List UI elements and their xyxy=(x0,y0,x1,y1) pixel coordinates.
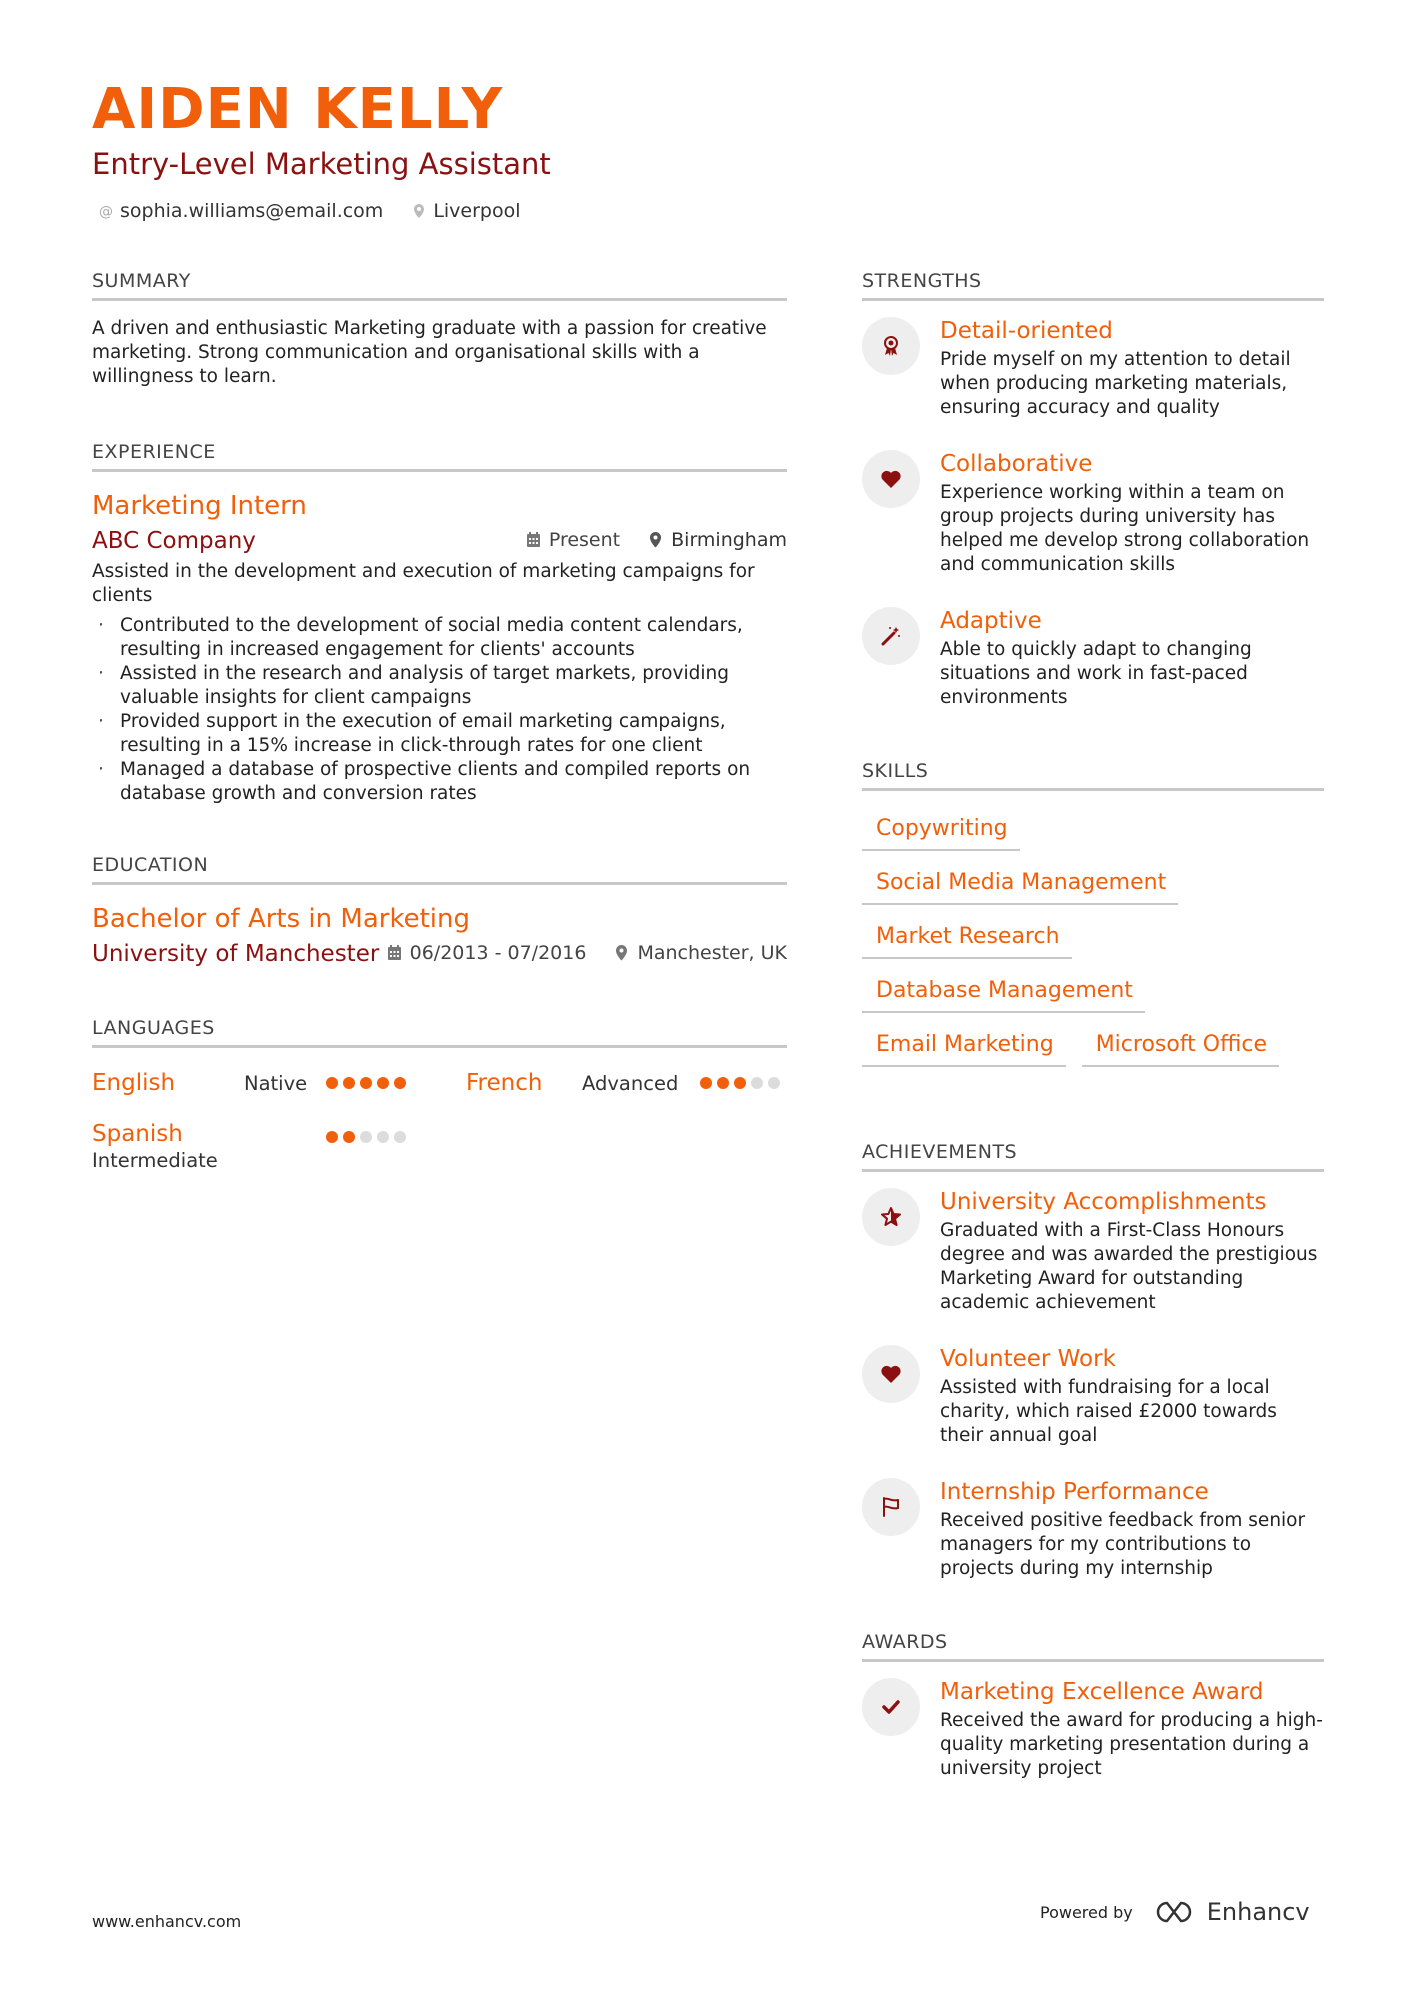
calendar-icon xyxy=(387,944,402,961)
experience-heading: EXPERIENCE xyxy=(92,441,787,472)
heart-icon xyxy=(862,1345,920,1403)
skill-tag: Database Management xyxy=(862,977,1145,1013)
languages-heading: LANGUAGES xyxy=(92,1017,787,1048)
summary-heading: SUMMARY xyxy=(92,270,787,301)
rating-dot-empty xyxy=(394,1131,406,1143)
education-section xyxy=(92,854,787,969)
awards-heading: AWARDS xyxy=(862,1631,1324,1662)
job-location xyxy=(648,529,787,551)
education-date xyxy=(387,942,587,964)
rating-dot-empty xyxy=(768,1077,780,1089)
item-content xyxy=(940,607,1324,710)
item-content xyxy=(940,1478,1324,1581)
skill-tag: Email Marketing xyxy=(862,1031,1066,1067)
rating-dot-filled xyxy=(734,1077,746,1089)
list-item xyxy=(862,1188,1324,1315)
candidate-role: Entry-Level Marketing Assistant xyxy=(92,147,551,181)
school-name: University of Manchester xyxy=(92,941,380,967)
job-meta-row xyxy=(92,526,787,556)
awards-section xyxy=(862,1631,1324,1781)
language-name: Spanish xyxy=(92,1121,183,1147)
item-content xyxy=(940,317,1324,420)
check-icon xyxy=(862,1678,920,1736)
language-rating xyxy=(700,1077,780,1089)
item-title: Adaptive xyxy=(940,608,1042,634)
skill-tag: Copywriting xyxy=(862,815,1020,851)
list-item xyxy=(862,1345,1324,1448)
job-description: Assisted in the development and execution of marketing campaigns for clients xyxy=(92,561,755,606)
star-icon xyxy=(862,1188,920,1246)
language-name: French xyxy=(466,1070,543,1096)
education-date-text: 06/2013 - 07/2016 xyxy=(409,941,587,964)
item-description: Pride myself on my attention to detail when producing marketing materials, ensuring accuracy and quality xyxy=(940,349,1291,418)
brand-logo[interactable] xyxy=(1151,1898,1310,1926)
language-item xyxy=(92,1120,787,1174)
item-content xyxy=(940,1188,1324,1315)
language-rating xyxy=(326,1077,466,1089)
item-description: Experience working within a team on group projects during university has helped me develop strong collaboration and communication skills xyxy=(940,482,1310,575)
list-item: · Assisted in the research and analysis of target markets, providing valuable insights for client campaigns xyxy=(92,662,787,710)
map-pin-icon xyxy=(648,531,663,548)
item-title: Detail-oriented xyxy=(940,318,1113,344)
language-name: English xyxy=(92,1070,176,1096)
strengths-section xyxy=(862,270,1324,710)
email-contact[interactable] xyxy=(98,200,383,222)
footer-website[interactable]: www.enhancv.com xyxy=(92,1912,242,1931)
list-item: · Provided support in the execution of email marketing campaigns, resulting in a 15% increase in click-through rates for one client xyxy=(92,710,787,758)
candidate-name: AIDEN KELLY xyxy=(92,77,504,142)
summary-section xyxy=(92,270,787,389)
job-date-text: Present xyxy=(548,528,621,551)
item-description: Received the award for producing a high-quality marketing presentation during a university project xyxy=(940,1710,1323,1779)
right-column xyxy=(862,270,1324,1781)
item-description: Graduated with a First-Class Honours degree and was awarded the prestigious Marketing Award for outstanding academic achievement xyxy=(940,1220,1318,1313)
experience-section xyxy=(92,441,787,806)
left-column xyxy=(92,270,787,1174)
list-item xyxy=(862,1478,1324,1581)
skill-tag: Social Media Management xyxy=(862,869,1178,905)
job-location-text: Birmingham xyxy=(671,528,787,551)
item-title: Volunteer Work xyxy=(940,1346,1116,1372)
calendar-icon xyxy=(526,531,541,548)
at-icon xyxy=(98,203,114,219)
achievements-section xyxy=(862,1141,1324,1581)
item-title: Internship Performance xyxy=(940,1479,1209,1505)
map-pin-icon xyxy=(614,944,629,961)
education-meta xyxy=(387,942,787,964)
rating-dot-filled xyxy=(360,1077,372,1089)
item-content xyxy=(940,1345,1324,1448)
language-level: Advanced xyxy=(582,1071,679,1095)
summary-text: A driven and enthusiastic Marketing graduate with a passion for creative marketing. Strong communication and organisational skills with a willingness to learn. xyxy=(92,318,767,387)
item-title: University Accomplishments xyxy=(940,1189,1267,1215)
list-item xyxy=(862,317,1324,420)
ribbon-icon xyxy=(862,317,920,375)
list-item: · Managed a database of prospective clients and compiled reports on database growth and conversion rates xyxy=(92,758,787,806)
item-description: Assisted with fundraising for a local charity, which raised £2000 towards their annual goal xyxy=(940,1377,1277,1446)
job-meta xyxy=(526,529,787,551)
language-rating xyxy=(326,1131,406,1143)
achievements-heading: ACHIEVEMENTS xyxy=(862,1141,1324,1172)
rating-dot-filled xyxy=(343,1131,355,1143)
item-title: Marketing Excellence Award xyxy=(940,1679,1264,1705)
contact-info xyxy=(92,200,551,222)
item-content xyxy=(940,450,1324,577)
rating-dot-filled xyxy=(700,1077,712,1089)
rating-dot-filled xyxy=(326,1077,338,1089)
item-title: Collaborative xyxy=(940,451,1093,477)
skills-list xyxy=(862,815,1324,1067)
degree-title: Bachelor of Arts in Marketing xyxy=(92,904,470,934)
language-level: Intermediate xyxy=(92,1149,218,1172)
list-item xyxy=(862,607,1324,710)
location-text: Liverpool xyxy=(433,200,521,222)
education-location-text: Manchester, UK xyxy=(637,941,787,964)
map-pin-icon xyxy=(411,203,427,219)
languages-section xyxy=(92,1017,787,1174)
education-meta-row xyxy=(92,939,787,969)
enhancv-logo-icon xyxy=(1151,1899,1197,1925)
skills-heading: SKILLS xyxy=(862,760,1324,791)
item-description: Able to quickly adapt to changing situations and work in fast-paced environments xyxy=(940,639,1252,708)
job-date xyxy=(526,529,620,551)
rating-dot-filled xyxy=(377,1077,389,1089)
rating-dot-filled xyxy=(326,1131,338,1143)
brand-name: Enhancv xyxy=(1206,1898,1310,1926)
rating-dot-filled xyxy=(343,1077,355,1089)
rating-dot-empty xyxy=(360,1131,372,1143)
strengths-heading: STRENGTHS xyxy=(862,270,1324,301)
company-name: ABC Company xyxy=(92,528,256,554)
skill-tag: Market Research xyxy=(862,923,1072,959)
language-level: Native xyxy=(244,1071,308,1095)
footer-branding xyxy=(1040,1898,1310,1926)
rating-dot-filled xyxy=(717,1077,729,1089)
svg-text:@: @ xyxy=(99,204,113,219)
skills-section xyxy=(862,760,1324,1067)
list-item xyxy=(862,1678,1324,1781)
skill-tag: Microsoft Office xyxy=(1082,1031,1279,1067)
flag-icon xyxy=(862,1478,920,1536)
rating-dot-filled xyxy=(394,1077,406,1089)
list-item xyxy=(862,450,1324,577)
magic-wand-icon xyxy=(862,607,920,665)
resume-header xyxy=(92,78,551,222)
languages-row xyxy=(92,1066,787,1100)
education-location xyxy=(614,942,787,964)
job-bullets xyxy=(92,614,787,806)
list-item: · Contributed to the development of social media content calendars, resulting in increased engagement for clients' accounts xyxy=(92,614,787,662)
rating-dot-empty xyxy=(751,1077,763,1089)
item-description: Received positive feedback from senior managers for my contributions to projects during my internship xyxy=(940,1510,1306,1579)
item-content xyxy=(940,1678,1324,1781)
languages-grid xyxy=(92,1066,787,1174)
email-text: sophia.williams@email.com xyxy=(120,200,384,222)
education-heading: EDUCATION xyxy=(92,854,787,885)
location-contact xyxy=(411,200,520,222)
heart-icon xyxy=(862,450,920,508)
powered-by-label: Powered by xyxy=(1040,1902,1133,1922)
rating-dot-empty xyxy=(377,1131,389,1143)
job-title: Marketing Intern xyxy=(92,491,307,521)
language-text xyxy=(92,1120,326,1174)
